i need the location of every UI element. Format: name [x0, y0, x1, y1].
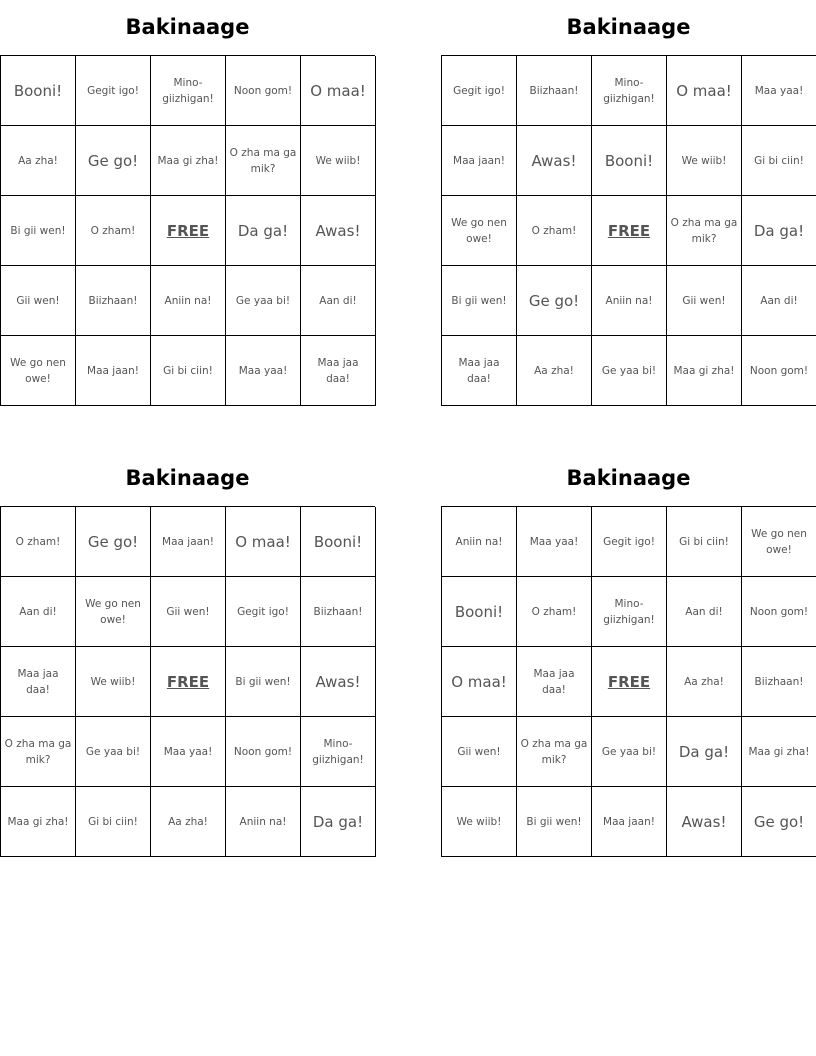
bingo-cell: Aan di!: [1, 577, 76, 647]
bingo-cell: Da ga!: [742, 196, 816, 266]
bingo-cell: Mino-giizhigan!: [592, 577, 667, 647]
bingo-cell: Maa yaa!: [517, 507, 592, 577]
bingo-cell: Aa zha!: [1, 126, 76, 196]
bingo-card-3: [0, 451, 375, 857]
bingo-cell: O zha ma ga mik?: [1, 717, 76, 787]
bingo-cell: O maa!: [442, 647, 517, 717]
bingo-cell: Noon gom!: [742, 336, 816, 406]
bingo-cell: We wiib!: [667, 126, 742, 196]
bingo-cell: Noon gom!: [226, 56, 301, 126]
bingo-cell: Noon gom!: [226, 717, 301, 787]
bingo-cell: Maa jaa daa!: [442, 336, 517, 406]
bingo-cell: Biizhaan!: [742, 647, 816, 717]
bingo-cell: O zham!: [517, 577, 592, 647]
bingo-card-2: [441, 0, 816, 406]
bingo-card-4: [441, 451, 816, 857]
bingo-cell: We go nen owe!: [742, 507, 816, 577]
bingo-cell: Maa yaa!: [151, 717, 226, 787]
bingo-cell: O maa!: [226, 507, 301, 577]
bingo-cell: Booni!: [1, 56, 76, 126]
card-title: Bakinaage: [566, 15, 691, 39]
bingo-cell: Maa jaan!: [592, 787, 667, 857]
card-title: Bakinaage: [125, 466, 250, 490]
bingo-cell: Maa jaan!: [76, 336, 151, 406]
bingo-cell: We wiib!: [442, 787, 517, 857]
bingo-cell: Aniin na!: [442, 507, 517, 577]
bingo-cell: O zha ma ga mik?: [517, 717, 592, 787]
free-space-cell: FREE: [592, 647, 667, 717]
bingo-cell: Aan di!: [667, 577, 742, 647]
bingo-cell: Aniin na!: [151, 266, 226, 336]
bingo-cell: Ge yaa bi!: [76, 717, 151, 787]
bingo-cell: Gii wen!: [151, 577, 226, 647]
bingo-cell: Awas!: [517, 126, 592, 196]
bingo-cell: Awas!: [301, 647, 376, 717]
bingo-cell: Gi bi ciin!: [151, 336, 226, 406]
bingo-cell: Mino-giizhigan!: [592, 56, 667, 126]
bingo-cell: O maa!: [301, 56, 376, 126]
bingo-cell: Mino-giizhigan!: [301, 717, 376, 787]
bingo-cell: Maa gi zha!: [151, 126, 226, 196]
bingo-cell: Gii wen!: [667, 266, 742, 336]
bingo-cell: O zha ma ga mik?: [226, 126, 301, 196]
bingo-cell: O zham!: [517, 196, 592, 266]
bingo-cell: Bi gii wen!: [442, 266, 517, 336]
bingo-cell: Maa jaa daa!: [517, 647, 592, 717]
bingo-cell: Bi gii wen!: [517, 787, 592, 857]
bingo-cell: Awas!: [667, 787, 742, 857]
bingo-grid: [0, 506, 375, 857]
free-space-cell: FREE: [151, 647, 226, 717]
bingo-grid: [0, 55, 375, 406]
bingo-cell: Booni!: [442, 577, 517, 647]
bingo-cell: Da ga!: [667, 717, 742, 787]
bingo-cell: Aan di!: [301, 266, 376, 336]
bingo-cell: Booni!: [301, 507, 376, 577]
bingo-cell: Aa zha!: [151, 787, 226, 857]
free-space-cell: FREE: [151, 196, 226, 266]
bingo-cell: Biizhaan!: [76, 266, 151, 336]
bingo-cell: Noon gom!: [742, 577, 816, 647]
bingo-cell: Gi bi ciin!: [742, 126, 816, 196]
bingo-cell: O zham!: [76, 196, 151, 266]
card-title: Bakinaage: [125, 15, 250, 39]
bingo-cell: Maa jaa daa!: [1, 647, 76, 717]
bingo-cell: Maa yaa!: [226, 336, 301, 406]
bingo-cell: Gii wen!: [442, 717, 517, 787]
bingo-cell: Gegit igo!: [442, 56, 517, 126]
bingo-cell: Booni!: [592, 126, 667, 196]
bingo-cell: Ge go!: [517, 266, 592, 336]
bingo-cell: Maa jaan!: [442, 126, 517, 196]
bingo-cell: Ge yaa bi!: [226, 266, 301, 336]
bingo-cell: Maa gi zha!: [742, 717, 816, 787]
bingo-cell: O zham!: [1, 507, 76, 577]
bingo-grid: [441, 55, 816, 406]
bingo-cell: Aan di!: [742, 266, 816, 336]
bingo-grid: [441, 506, 816, 857]
bingo-cell: Ge go!: [742, 787, 816, 857]
bingo-cell: Ge yaa bi!: [592, 336, 667, 406]
bingo-cell: Maa jaa daa!: [301, 336, 376, 406]
bingo-cell: We go nen owe!: [76, 577, 151, 647]
free-space-cell: FREE: [592, 196, 667, 266]
bingo-cell: Aniin na!: [226, 787, 301, 857]
bingo-card-1: [0, 0, 375, 406]
bingo-cell: Ge yaa bi!: [592, 717, 667, 787]
bingo-cell: Da ga!: [301, 787, 376, 857]
bingo-cell: Gegit igo!: [592, 507, 667, 577]
bingo-cell: Maa gi zha!: [1, 787, 76, 857]
bingo-cell: Aa zha!: [667, 647, 742, 717]
bingo-cell: Mino-giizhigan!: [151, 56, 226, 126]
bingo-cell: We go nen owe!: [442, 196, 517, 266]
bingo-cell: Maa yaa!: [742, 56, 816, 126]
bingo-cell: We wiib!: [301, 126, 376, 196]
bingo-cell: Aa zha!: [517, 336, 592, 406]
bingo-cell: Maa gi zha!: [667, 336, 742, 406]
bingo-cell: Ge go!: [76, 126, 151, 196]
bingo-cell: Bi gii wen!: [1, 196, 76, 266]
bingo-cell: Gegit igo!: [226, 577, 301, 647]
bingo-cell: Gi bi ciin!: [76, 787, 151, 857]
bingo-cell: Ge go!: [76, 507, 151, 577]
bingo-cell: Gegit igo!: [76, 56, 151, 126]
bingo-cell: Awas!: [301, 196, 376, 266]
bingo-cell: Bi gii wen!: [226, 647, 301, 717]
bingo-cell: Biizhaan!: [301, 577, 376, 647]
bingo-cell: We wiib!: [76, 647, 151, 717]
bingo-cell: Da ga!: [226, 196, 301, 266]
bingo-cell: Maa jaan!: [151, 507, 226, 577]
bingo-cell: O zha ma ga mik?: [667, 196, 742, 266]
bingo-cell: Gii wen!: [1, 266, 76, 336]
bingo-cell: Gi bi ciin!: [667, 507, 742, 577]
card-title: Bakinaage: [566, 466, 691, 490]
bingo-cell: Aniin na!: [592, 266, 667, 336]
bingo-cell: Biizhaan!: [517, 56, 592, 126]
bingo-cell: We go nen owe!: [1, 336, 76, 406]
bingo-cell: O maa!: [667, 56, 742, 126]
